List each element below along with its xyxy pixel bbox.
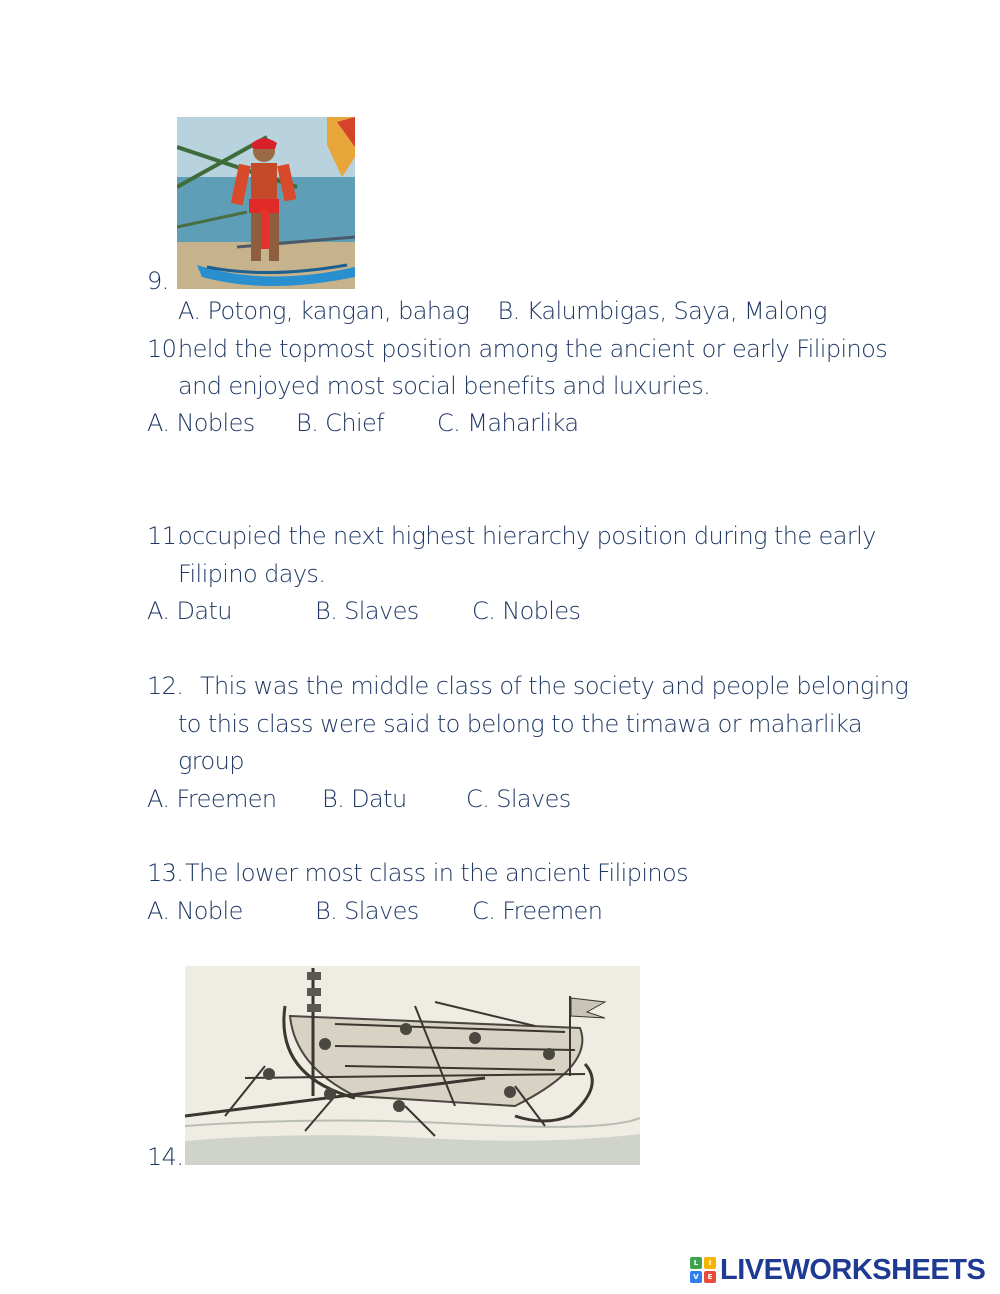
q14-number: 14.	[147, 1143, 184, 1171]
q12-choice-b: B. Datu	[322, 785, 407, 813]
q10-text-line1: held the topmost position among the ancient or early Filipinos	[178, 335, 888, 363]
q10-number: 10.	[147, 335, 184, 363]
logo-letter-l: L	[690, 1257, 702, 1269]
logo-letter-v: V	[690, 1271, 702, 1283]
q10-choice-c: C. Maharlika	[437, 409, 579, 437]
q10-choice-b: B. Chief	[296, 409, 385, 437]
q13-text-line1: The lower most class in the ancient Filipinos	[185, 859, 689, 887]
q11-choice-a: A. Datu	[147, 597, 232, 625]
q12-text-line3: group	[178, 747, 244, 775]
liveworksheets-logo-icon	[690, 1257, 716, 1283]
q13-choice-a: A. Noble	[147, 897, 243, 925]
q9-number: 9.	[147, 267, 169, 295]
q13-choice-b: B. Slaves	[315, 897, 419, 925]
q11-text-line2: Filipino days.	[178, 560, 326, 588]
q11-choice-b: B. Slaves	[315, 597, 419, 625]
logo-letter-i: I	[704, 1257, 716, 1269]
q12-text-line1: This was the middle class of the society and people belonging	[200, 672, 909, 700]
q11-choice-c: C. Nobles	[472, 597, 581, 625]
q10-choice-a: A. Nobles	[147, 409, 255, 437]
q11-number: 11.	[147, 522, 184, 550]
logo-letter-e: E	[704, 1271, 716, 1283]
q13-number: 13.	[147, 859, 184, 887]
q12-choice-a: A. Freemen	[147, 785, 277, 813]
brand-name: LIVEWORKSHEETS	[720, 1253, 986, 1286]
liveworksheets-brand[interactable]	[690, 1254, 985, 1286]
q9-choices: A. Potong, kangan, bahag B. Kalumbigas, Saya, Malong	[178, 297, 827, 325]
warrior-photo	[177, 117, 355, 289]
q12-number: 12.	[147, 672, 184, 700]
boat-illustration	[185, 966, 640, 1165]
q13-choice-c: C. Freemen	[472, 897, 603, 925]
q12-text-line2: to this class were said to belong to the timawa or maharlika	[178, 710, 862, 738]
q12-choice-c: C. Slaves	[466, 785, 571, 813]
q11-text-line1: occupied the next highest hierarchy position during the early	[178, 522, 876, 550]
q10-text-line2: and enjoyed most social benefits and luxuries.	[178, 372, 711, 400]
